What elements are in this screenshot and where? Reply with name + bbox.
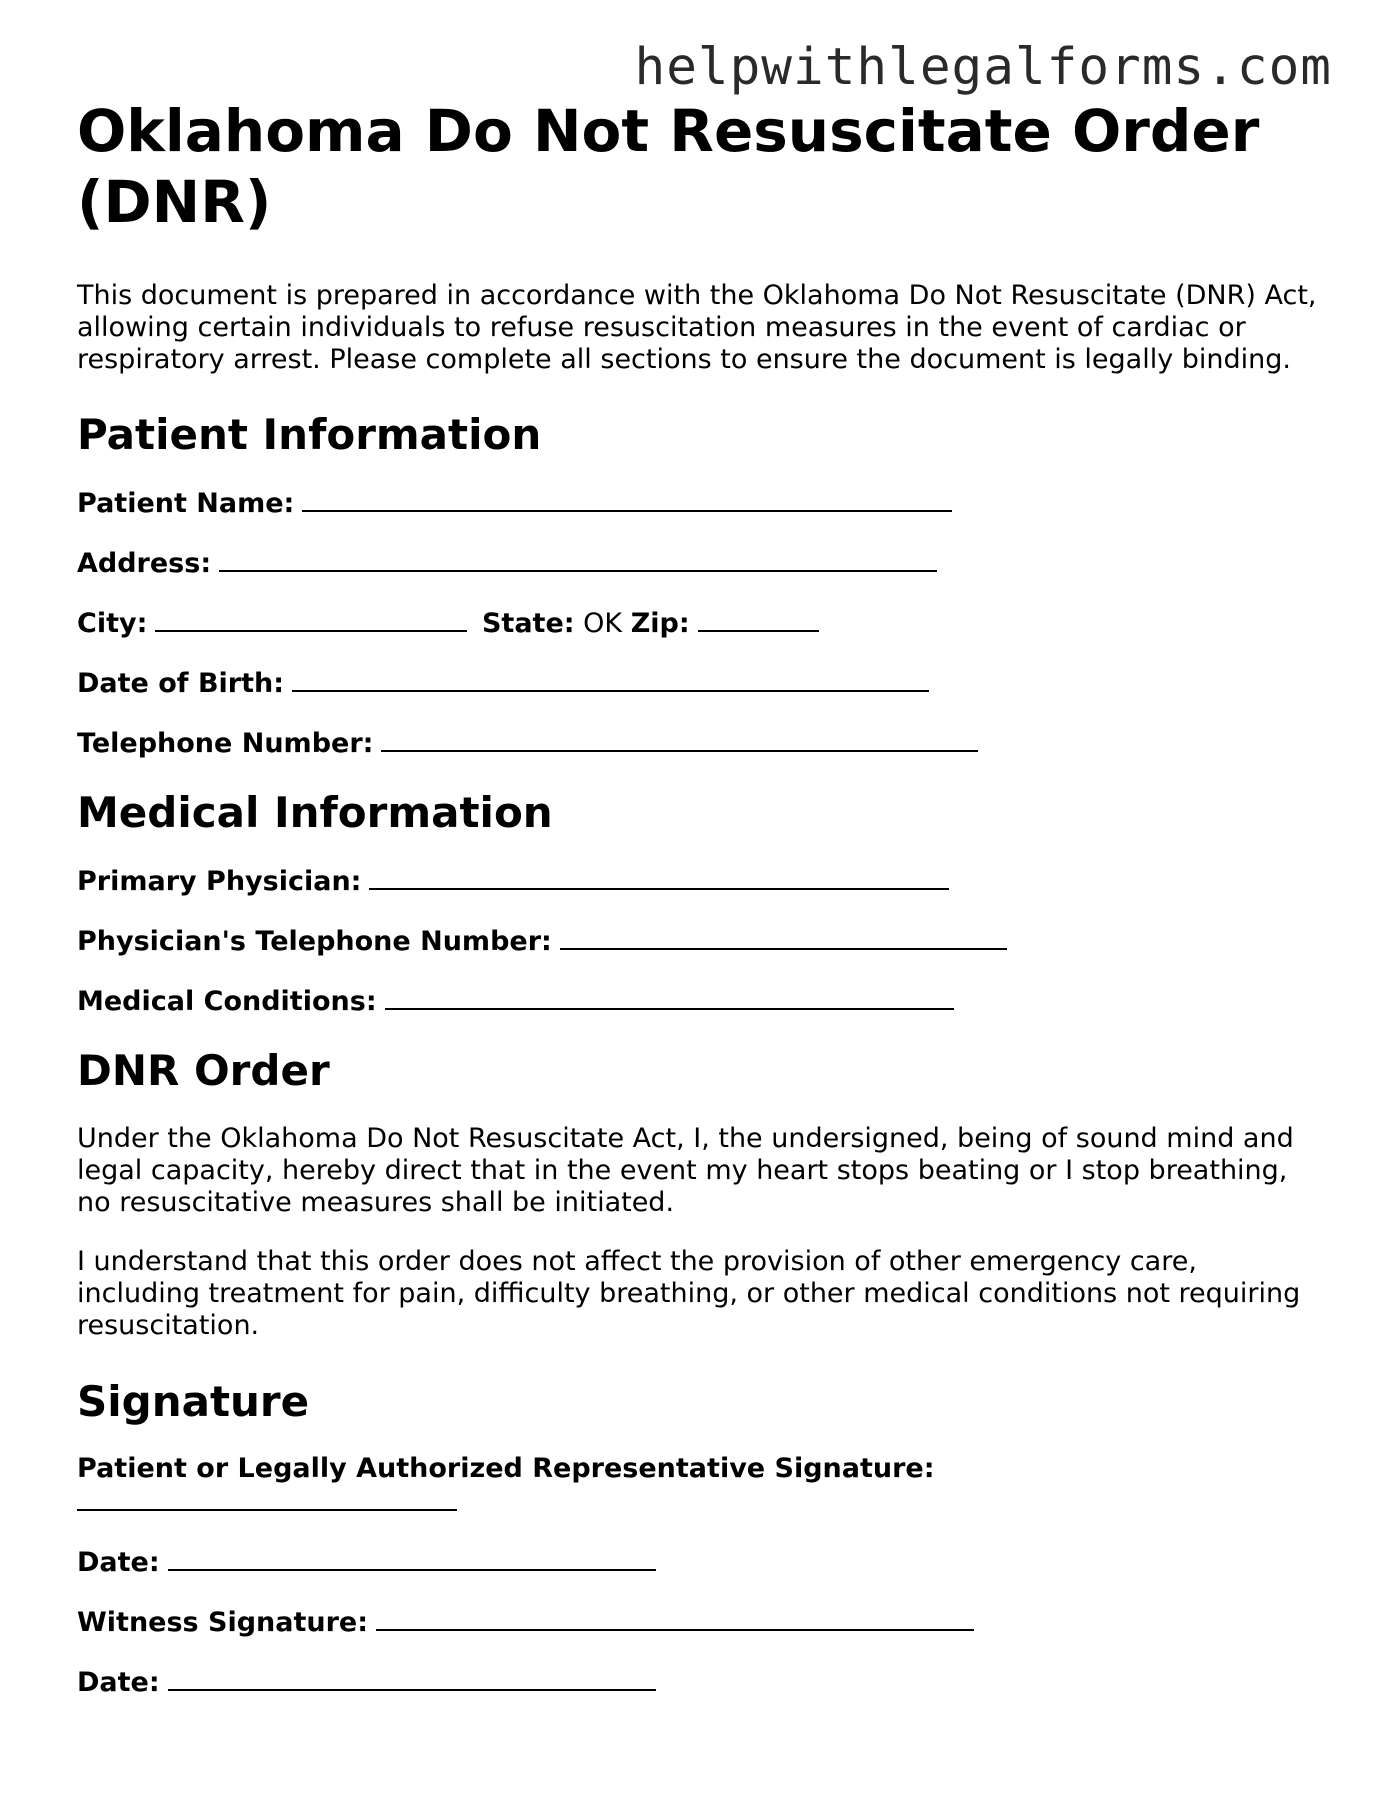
medical-conditions-field bbox=[77, 984, 1327, 1016]
zip-input[interactable] bbox=[698, 606, 819, 632]
address-field bbox=[77, 546, 1327, 578]
patient-signature-field bbox=[77, 1453, 1327, 1519]
physician-telephone-field bbox=[77, 924, 1327, 956]
medical-conditions-label: Medical Conditions: bbox=[77, 986, 377, 1018]
witness-date-field bbox=[77, 1665, 1327, 1697]
dnr-order-paragraph-1: Under the Oklahoma Do Not Resuscitate Act, I, the undersigned, being of sound mind and legal capacity, hereby direct that in the event my heart stops beating or I stop breathing, no resuscitative measures shall be initiated. bbox=[77, 1122, 1294, 1218]
address-input[interactable] bbox=[219, 546, 937, 572]
witness-signature-field bbox=[77, 1605, 1327, 1637]
telephone-input[interactable] bbox=[381, 726, 978, 752]
watermark: helpwithlegalforms.com bbox=[634, 38, 1332, 97]
dob-input[interactable] bbox=[292, 666, 929, 692]
primary-physician-label: Primary Physician: bbox=[77, 866, 362, 898]
patient-name-label: Patient Name: bbox=[77, 487, 295, 519]
dnr-order-paragraph-2: I understand that this order does not affect the provision of other emergency care, including treatment for pain, difficulty breathing, or other medical conditions not requiring resuscitation. bbox=[77, 1245, 1301, 1341]
physician-telephone-input[interactable] bbox=[560, 924, 1007, 950]
witness-signature-label: Witness Signature: bbox=[77, 1607, 369, 1639]
patient-info-heading: Patient Information bbox=[77, 409, 542, 459]
telephone-label: Telephone Number: bbox=[77, 727, 374, 759]
patient-name-input[interactable] bbox=[302, 486, 952, 512]
witness-date-input[interactable] bbox=[168, 1665, 656, 1691]
page-title: Oklahoma Do Not Resuscitate Order (DNR) bbox=[77, 97, 1260, 236]
telephone-field bbox=[77, 726, 1327, 758]
city-label: City: bbox=[77, 607, 148, 639]
witness-date-label: Date: bbox=[77, 1667, 160, 1699]
state-value: OK bbox=[583, 607, 623, 639]
zip-label: Zip: bbox=[630, 607, 690, 639]
primary-physician-input[interactable] bbox=[369, 864, 949, 890]
intro-paragraph: This document is prepared in accordance with the Oklahoma Do Not Resuscitate (DNR) Act, allowing certain individuals to refuse resuscitation measures in the event of cardiac or respiratory arrest. Please complete all sections to ensure the document is legally binding. bbox=[77, 279, 1317, 375]
city-state-zip-row bbox=[77, 606, 1327, 638]
dob-label: Date of Birth: bbox=[77, 667, 285, 699]
signature-date-label: Date: bbox=[77, 1547, 160, 1579]
state-label: State: bbox=[481, 607, 575, 639]
patient-name-field bbox=[77, 486, 1327, 518]
primary-physician-field bbox=[77, 864, 1327, 896]
dnr-order-heading: DNR Order bbox=[77, 1046, 330, 1096]
signature-date-input[interactable] bbox=[168, 1545, 656, 1571]
signature-heading: Signature bbox=[77, 1376, 310, 1426]
patient-signature-label: Patient or Legally Authorized Representative Signature: bbox=[77, 1453, 935, 1485]
dob-field bbox=[77, 666, 1327, 698]
medical-info-heading: Medical Information bbox=[77, 787, 553, 837]
document bbox=[77, 96, 1327, 1725]
address-label: Address: bbox=[77, 547, 212, 579]
physician-telephone-label: Physician's Telephone Number: bbox=[77, 926, 552, 958]
medical-conditions-input[interactable] bbox=[385, 984, 954, 1010]
city-input[interactable] bbox=[155, 606, 467, 632]
witness-signature-input[interactable] bbox=[376, 1605, 974, 1631]
signature-date-field bbox=[77, 1545, 1327, 1577]
patient-signature-input[interactable] bbox=[77, 1485, 457, 1511]
